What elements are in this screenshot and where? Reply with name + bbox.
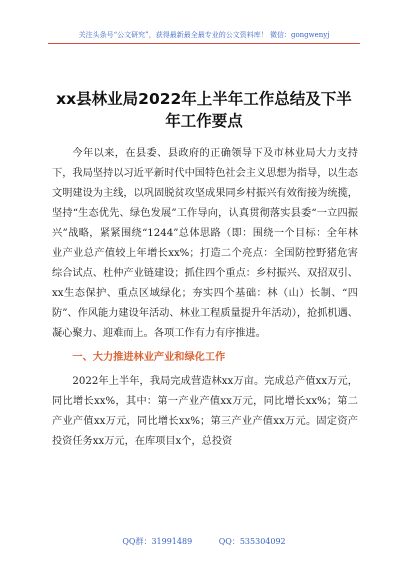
section-heading-1: 一、大力推进林业产业和绿化工作 [72,352,226,363]
header-divider [48,43,360,44]
document-title: xx县林业局2022年上半年工作总结及下半年工作要点 [56,90,352,130]
document-body [52,144,358,452]
footer-qq: QQ：535304092 [218,537,286,546]
footer-qq-group: QQ群：31991489 [122,537,193,546]
section-1-paragraph: 2022年上半年，我局完成营造林xx万亩。完成总产值xx万元，同比增长xx%，其中：第一产业产值xx万元，同比增长xx%；第二产业产值xx万元，同比增长xx%；第三产业产值xx万元。固定资产投资任务xx万元，在库项目x个，总投资 [52,376,358,447]
intro-paragraph: 今年以来，在县委、县政府的正确领导下及市林业局大力支持下，我局坚持以习近平新时代中国特色社会主义思想为指导，以生态文明建设为主线，以巩固脱贫攻坚成果同乡村振兴有效衔接为统揽，坚持“生态优先、绿色发展”工作导向，认真贯彻落实县委“一立四振兴”战略，紧紧围绕“1244”总体思路（即：围绕一个目标：全年林业产业总产值较上年增长xx%；打造二个亮点：全国防控野猪危害综合试点、杜仲产业链建设；抓住四个重点：乡村振兴、双招双引、xx生态保护、重点区域绿化；夯实四个基础：林（山）长制、“四防”、作风能力建设年活动、林业工程质量提升年活动），抢抓机遇、凝心聚力、迎难而上。各项工作有力有序推进。 [52,148,358,339]
header-banner: 关注头条号“公文研究”，获得最新最全最专业的公文资料库！ 微信：gongwenyj [78,31,330,39]
footer-contact [48,537,360,547]
